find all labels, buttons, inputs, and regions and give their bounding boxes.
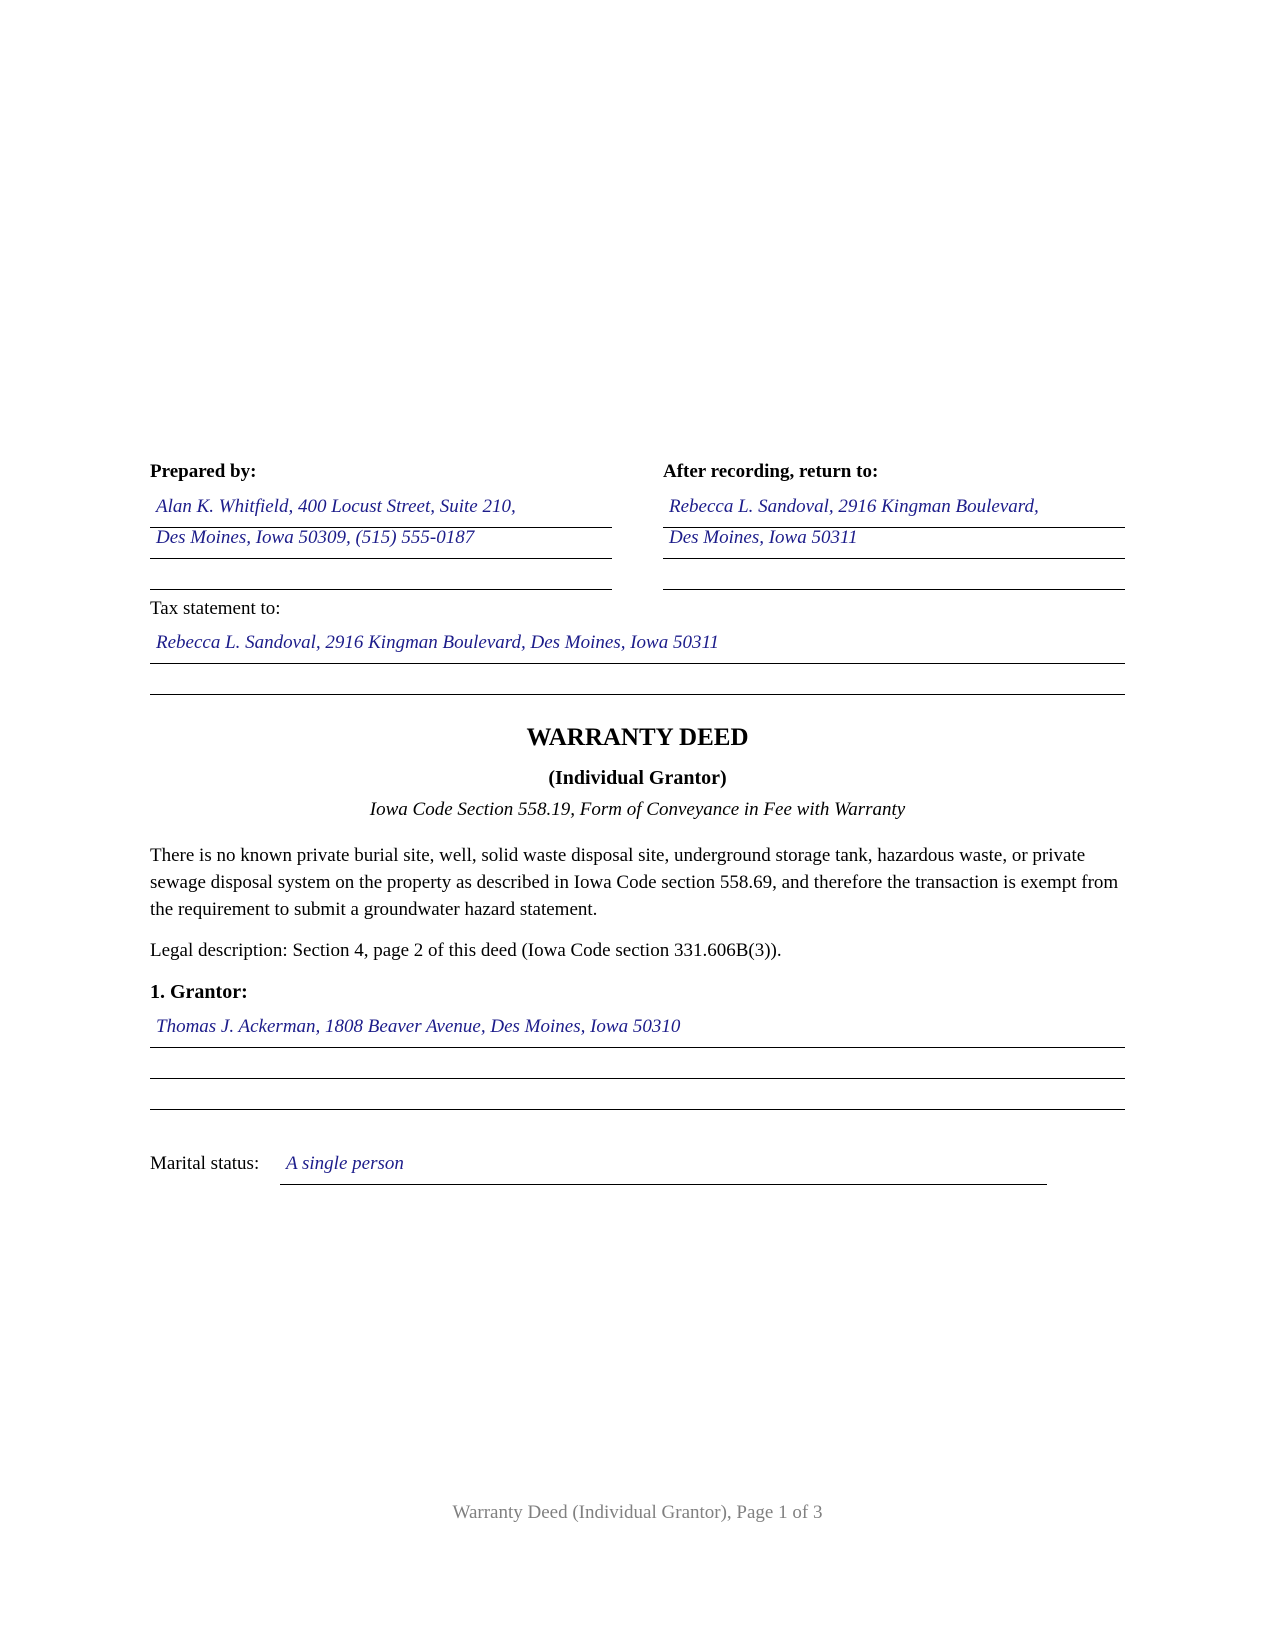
- grantor-line-1[interactable]: Thomas J. Ackerman, 1808 Beaver Avenue, Des Moines, Iowa 50310: [156, 1016, 681, 1037]
- return-to-underline-2: [663, 558, 1125, 559]
- tax-statement-line-1[interactable]: Rebecca L. Sandoval, 2916 Kingman Boulevard, Des Moines, Iowa 50311: [156, 632, 720, 653]
- legal-description: Legal description: Section 4, page 2 of this deed (Iowa Code section 331.606B(3)).: [150, 940, 782, 961]
- marital-status-value[interactable]: A single person: [286, 1153, 404, 1174]
- tax-statement-underline-1: [150, 663, 1125, 664]
- prepared-by-line-1[interactable]: Alan K. Whitfield, 400 Locust Street, Suite 210,: [156, 496, 516, 517]
- prepared-by-line-2[interactable]: Des Moines, Iowa 50309, (515) 555-0187: [156, 527, 475, 548]
- return-to-line-2[interactable]: Des Moines, Iowa 50311: [669, 527, 858, 548]
- grantor-underline-3: [150, 1109, 1125, 1110]
- tax-statement-label: Tax statement to:: [150, 598, 281, 619]
- prepared-by-underline-3: [150, 589, 612, 590]
- document-title: WARRANTY DEED: [526, 724, 749, 751]
- marital-status-label: Marital status:: [150, 1153, 260, 1174]
- return-to-line-1[interactable]: Rebecca L. Sandoval, 2916 Kingman Boulevard,: [669, 496, 1039, 517]
- prepared-by-underline-2: [150, 558, 612, 559]
- grantor-heading: 1. Grantor:: [150, 981, 248, 1003]
- grantor-underline-2: [150, 1078, 1125, 1079]
- tax-statement-underline-2: [150, 694, 1125, 695]
- groundwater-statement: There is no known private burial site, well, solid waste disposal site, underground storage tank, hazardous waste, or private sewage disposal system on the property as described in Iowa Code section 558.69, and therefore the transaction is exempt from the requirement to submit a groundwater hazard statement.: [150, 845, 1119, 920]
- return-to-label: After recording, return to:: [663, 461, 879, 482]
- statute-citation: Iowa Code Section 558.19, Form of Conveyance in Fee with Warranty: [369, 799, 906, 820]
- grantor-underline-1: [150, 1047, 1125, 1048]
- page-footer: Warranty Deed (Individual Grantor), Page 1 of 3: [452, 1502, 823, 1523]
- document-subtitle: (Individual Grantor): [548, 767, 727, 789]
- prepared-by-label: Prepared by:: [150, 461, 257, 482]
- marital-status-underline: [280, 1184, 1047, 1185]
- return-to-underline-3: [663, 589, 1125, 590]
